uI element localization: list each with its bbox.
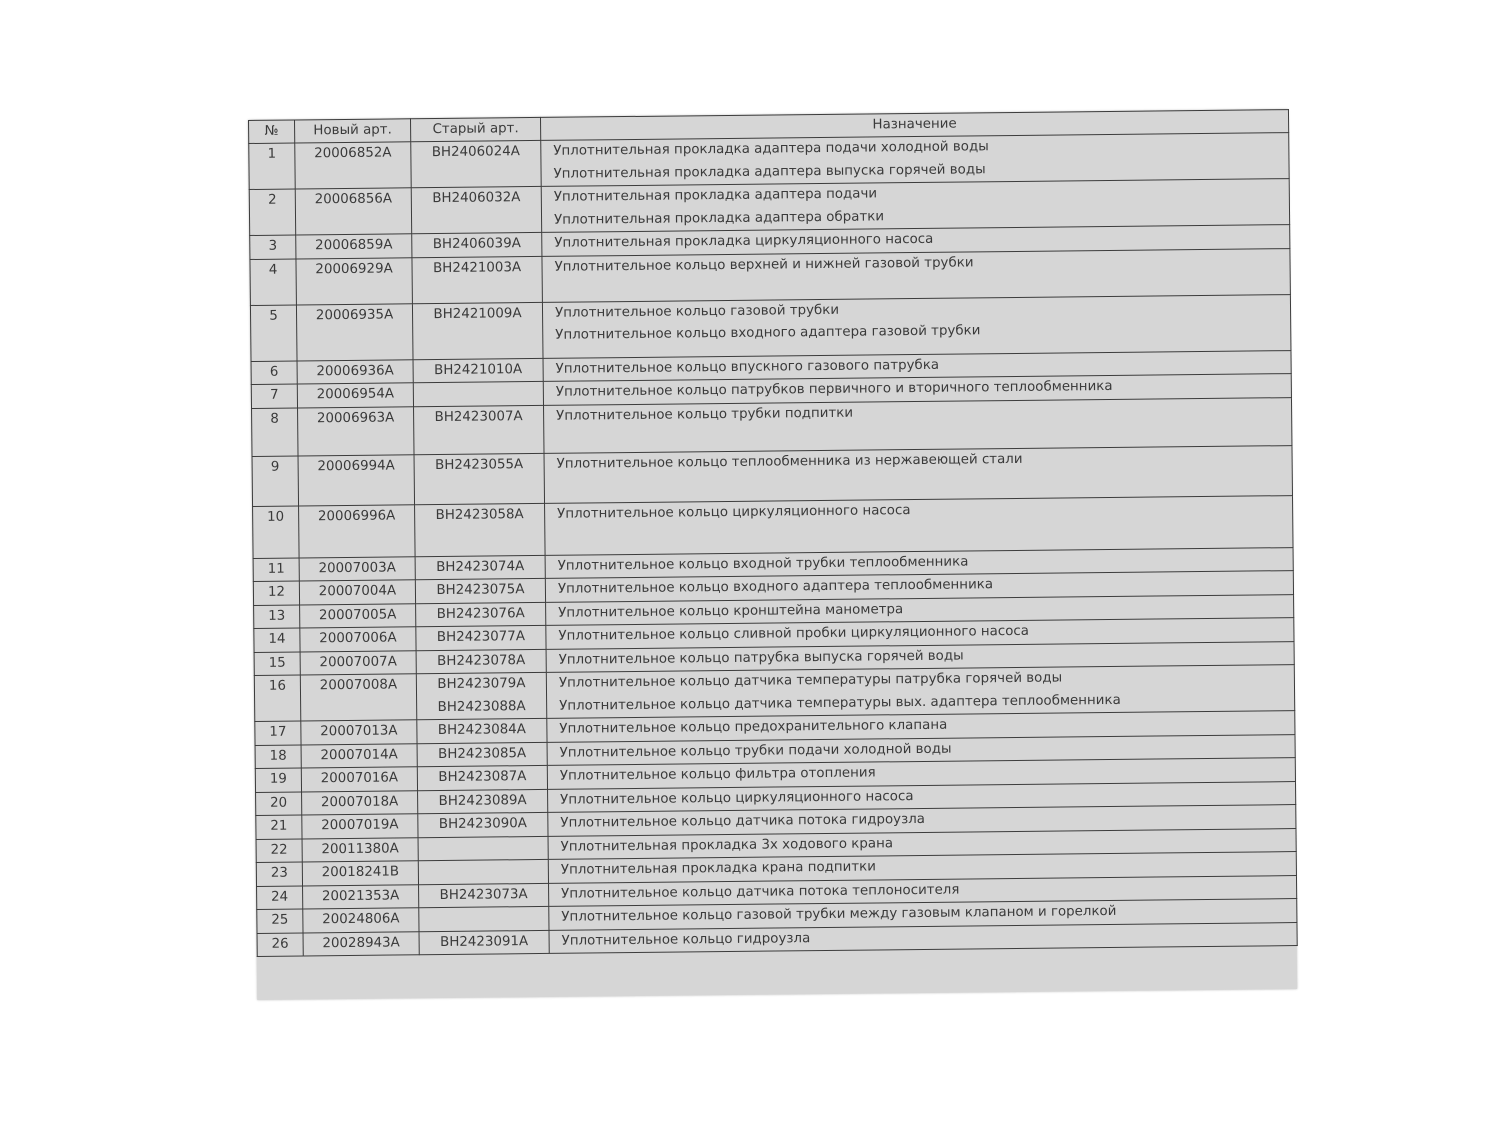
new-article: 20006859A	[296, 234, 412, 259]
new-article: 20006963A	[298, 406, 414, 455]
new-article: 20007005A	[300, 603, 416, 628]
old-article-cell	[419, 906, 549, 931]
purpose-text: Уплотнительное кольцо газовой трубки между газовым клапаном и горелкой	[561, 903, 1117, 925]
old-article-cell	[417, 742, 547, 767]
old-article-cell	[412, 302, 543, 359]
purpose-cell	[546, 665, 1294, 719]
old-article-cell	[418, 859, 548, 884]
purpose-text: Уплотнительная прокладка 3х ходового крана	[560, 835, 894, 855]
old-article-cell	[416, 649, 546, 674]
new-article: 20028943A	[303, 931, 419, 956]
purpose-text: Уплотнительное кольцо патрубка выпуска горячей воды	[558, 648, 964, 668]
purpose-text: Уплотнительное кольцо входного адаптера газовой трубки	[555, 323, 981, 343]
new-article: 20006936A	[297, 359, 413, 384]
old-article-cell	[416, 625, 546, 650]
row-number: 17	[255, 721, 301, 745]
old-article: BH2423079A	[437, 676, 526, 693]
old-article-cell	[418, 836, 548, 861]
row-number: 9	[252, 455, 299, 505]
purpose-text: Уплотнительное кольцо кронштейна манометра	[558, 601, 904, 621]
purpose-text: Уплотнительная прокладка циркуляционного насоса	[554, 231, 934, 251]
purpose-text: Уплотнительная прокладка адаптера обратки	[553, 208, 885, 228]
row-number: 1	[249, 143, 295, 189]
new-article: 20018241B	[302, 861, 418, 886]
new-article: 20024806A	[303, 908, 419, 933]
new-article: 20007004A	[299, 580, 415, 605]
old-article: BH2406024A	[431, 144, 520, 161]
new-article: 20007016A	[301, 767, 417, 792]
old-article-cell	[415, 503, 546, 556]
old-article: BH2421010A	[434, 361, 523, 378]
row-number: 24	[257, 885, 303, 909]
purpose-text: Уплотнительное кольцо входного адаптера теплообменника	[557, 577, 994, 597]
old-article: BH2423058A	[435, 506, 524, 523]
table-body	[249, 133, 1297, 957]
old-article-cell	[418, 789, 548, 814]
purpose-text: Уплотнительное кольцо датчика потока теплоносителя	[561, 882, 960, 902]
new-article: 20006856A	[295, 188, 411, 235]
new-article: 20007003A	[299, 556, 415, 581]
new-article: 20007008A	[300, 674, 416, 721]
purpose-cell	[541, 133, 1289, 187]
purpose-text: Уплотнительное кольцо циркуляционного насоса	[560, 788, 914, 808]
purpose-cell	[543, 397, 1291, 453]
row-number: 19	[255, 768, 301, 792]
purpose-text: Уплотнительное кольцо предохранительного клапана	[559, 717, 948, 737]
new-article: 20011380A	[302, 837, 418, 862]
purpose-text: Уплотнительное кольцо верхней и нижней газовой трубки	[554, 254, 974, 275]
purpose-text: Уплотнительное кольцо трубки подпитки	[556, 405, 854, 424]
old-article	[425, 907, 542, 908]
old-article-cell	[418, 812, 548, 837]
purpose-text: Уплотнительное кольцо сливной пробки циркуляционного насоса	[558, 623, 1030, 644]
old-article-cell	[419, 930, 549, 955]
purpose-text: Уплотнительное кольцо датчика потока гидроузла	[560, 811, 926, 831]
row-number: 6	[251, 360, 297, 384]
old-article-cell	[411, 186, 541, 233]
old-article-cell	[417, 718, 547, 743]
purpose-text: Уплотнительная прокладка адаптера подачи холодной воды	[553, 139, 989, 159]
new-article: 20021353A	[303, 884, 419, 909]
old-article: BH2423091A	[440, 933, 529, 950]
old-article-cell	[413, 381, 543, 406]
header-old-article: Старый арт.	[410, 117, 540, 141]
row-number: 13	[254, 604, 300, 628]
purpose-text: Уплотнительное кольцо теплообменника из нержавеющей стали	[556, 451, 1023, 472]
header-purpose: Назначение	[540, 110, 1288, 141]
old-article-cell	[415, 555, 545, 580]
row-number: 7	[251, 384, 297, 408]
row-number: 23	[256, 862, 302, 886]
row-number: 12	[253, 581, 299, 605]
old-article: BH2423084A	[437, 722, 527, 739]
old-article: BH2406039A	[432, 236, 521, 253]
old-article-cell	[412, 232, 542, 257]
old-article-cell	[412, 256, 542, 303]
purpose-text: Уплотнительное кольцо фильтра отопления	[559, 765, 876, 784]
purpose-cell	[542, 294, 1291, 358]
new-article: 20007013A	[301, 720, 417, 745]
row-number: 14	[254, 628, 300, 652]
purpose-text: Уплотнительное кольцо патрубков первичного и вторичного теплообменника	[555, 378, 1113, 400]
old-article: BH2421003A	[432, 259, 522, 276]
purpose-text: Уплотнительная прокладка крана подпитки	[560, 859, 876, 878]
old-article-cell	[414, 405, 544, 454]
row-number: 26	[257, 932, 303, 956]
new-article: 20006996A	[299, 504, 416, 557]
purpose-text: Уплотнительное кольцо гидроузла	[561, 930, 811, 949]
row-number: 22	[256, 838, 302, 862]
new-article: 20006954A	[297, 383, 413, 408]
old-article: BH2423078A	[437, 652, 526, 669]
purpose-text: Уплотнительное кольцо входной трубки теплообменника	[557, 553, 969, 574]
purpose-cell	[542, 248, 1290, 302]
old-article-cell	[416, 672, 546, 719]
old-article-cell	[413, 358, 543, 383]
purpose-text: Уплотнительное кольцо циркуляционного насоса	[557, 502, 911, 522]
old-article: BH2423077A	[436, 629, 526, 646]
old-article-cell	[414, 453, 545, 504]
old-article: BH2423088A	[437, 698, 526, 715]
row-number: 21	[256, 815, 302, 839]
row-number: 16	[254, 675, 300, 721]
new-article: 20007006A	[300, 627, 416, 652]
row-number: 10	[253, 505, 300, 557]
purpose-text: Уплотнительное кольцо впускного газового патрубка	[555, 357, 940, 377]
old-article	[425, 860, 542, 861]
parts-table	[248, 109, 1298, 957]
old-article: BH2423074A	[436, 558, 525, 575]
old-article: BH2423075A	[436, 582, 525, 599]
purpose-text: Уплотнительная прокладка адаптера подачи	[553, 186, 878, 205]
new-article: 20006994A	[298, 454, 415, 505]
old-article-cell	[417, 765, 547, 790]
purpose-text: Уплотнительное кольцо датчика температуры вых. адаптера теплообменника	[559, 692, 1121, 714]
row-number: 2	[249, 189, 295, 235]
purpose-text: Уплотнительное кольцо датчика температуры патрубка горячей воды	[558, 670, 1063, 691]
old-article: BH2423055A	[435, 456, 524, 473]
purpose-cell	[545, 495, 1294, 555]
old-article: BH2423073A	[439, 886, 528, 903]
new-article: 20007007A	[300, 650, 416, 675]
old-article	[425, 836, 542, 837]
old-article: BH2423076A	[436, 605, 525, 622]
old-article	[420, 382, 537, 383]
old-article: BH2423089A	[438, 792, 527, 809]
old-article: BH2423090A	[438, 816, 527, 833]
old-article: BH2423007A	[434, 408, 523, 425]
paper-sheet	[248, 109, 1297, 1000]
row-number: 3	[250, 235, 296, 259]
new-article: 20007018A	[302, 790, 418, 815]
row-number: 5	[250, 305, 297, 361]
old-article: BH2406032A	[432, 190, 521, 207]
new-article: 20007019A	[302, 814, 418, 839]
old-article: BH2423087A	[438, 769, 527, 786]
old-article-cell	[411, 140, 541, 187]
old-article-cell	[416, 602, 546, 627]
row-number: 4	[250, 259, 296, 305]
purpose-text: Уплотнительная прокладка адаптера выпуска горячей воды	[553, 161, 986, 182]
row-number: 11	[253, 557, 299, 581]
new-article: 20007014A	[301, 743, 417, 768]
old-article: BH2421009A	[433, 305, 522, 322]
old-article-cell	[419, 883, 549, 908]
purpose-text: Уплотнительное кольцо трубки подачи холодной воды	[559, 741, 952, 761]
old-article: BH2423085A	[438, 745, 527, 762]
purpose-cell	[541, 179, 1289, 233]
new-article: 20006929A	[296, 257, 412, 304]
header-new-article: Новый арт.	[295, 119, 411, 143]
new-article: 20006852A	[295, 142, 411, 189]
row-number: 8	[252, 407, 299, 455]
old-article-cell	[415, 578, 545, 603]
row-number: 25	[257, 909, 303, 933]
new-article: 20006935A	[296, 303, 413, 360]
row-number: 20	[256, 791, 302, 815]
row-number: 18	[255, 744, 301, 768]
purpose-cell	[544, 445, 1292, 503]
purpose-text: Уплотнительное кольцо газовой трубки	[554, 302, 840, 321]
row-number: 15	[254, 651, 300, 675]
header-number: №	[249, 120, 295, 143]
